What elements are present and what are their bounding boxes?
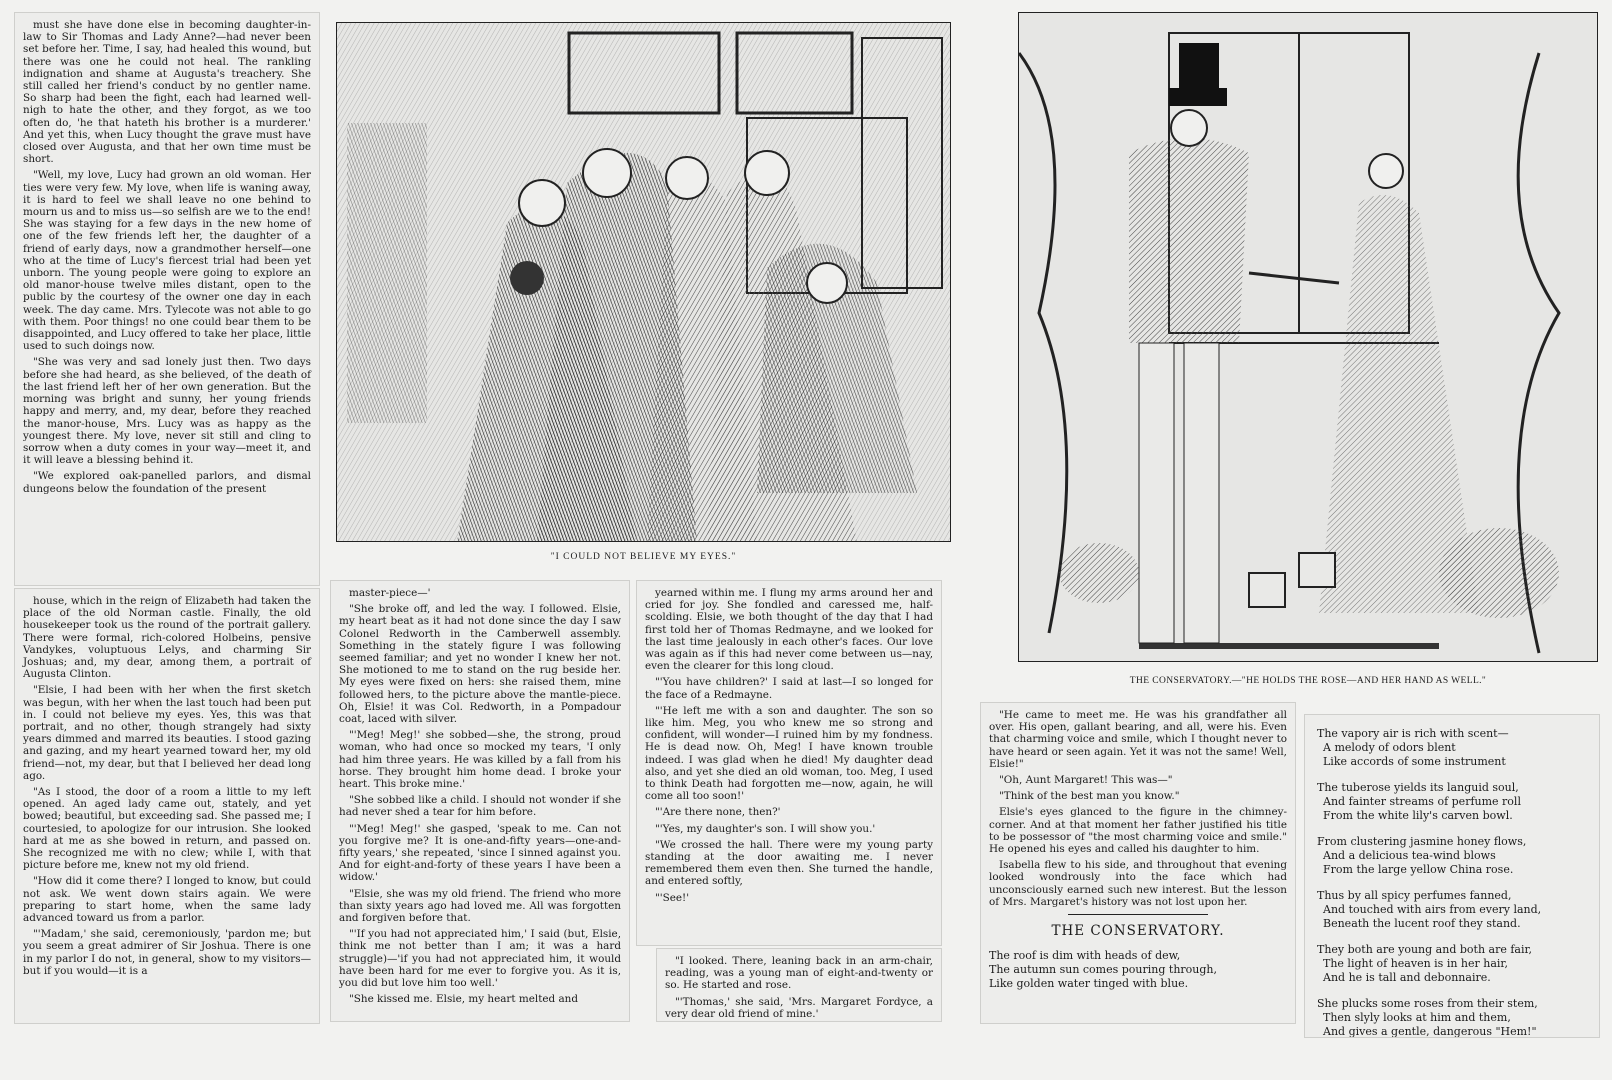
illustration-2-caption: THE CONSERVATORY.—"HE HOLDS THE ROSE—AND HER HAND AS WELL." — [1129, 676, 1487, 686]
paragraph: "Oh, Aunt Margaret! This was—" — [999, 774, 1173, 787]
poem-title: THE CONSERVATORY. — [1051, 923, 1225, 940]
paragraph: "'Thomas,' she said, 'Mrs. Margaret Fordyce, a very dear old friend of mine.' — [665, 995, 933, 1020]
paragraph: "Elsie, I had been with her when the first sketch was begun, with her when the last touch had been put in. I could not believe my eyes. Yes, this was that portrait, and no other, though strangely had sixty years dimmed and marred its beauties. I stood gazing and gazing, and my heart yearned toward her, my old friend—not, my dear, but that I believed her dead long ago. — [23, 684, 311, 782]
poem-line: And fainter streams of perfume roll — [1323, 795, 1521, 808]
poem-line: From the white lily's carven bowl. — [1323, 809, 1513, 822]
poem-line: She plucks some roses from their stem, — [1317, 997, 1538, 1010]
article-column-3-bottom — [656, 948, 942, 1022]
poem-column — [1304, 714, 1600, 1038]
paragraph: "Well, my love, Lucy had grown an old woman. Her ties were very few. My love, when life is waning away, it is hard to feel we shall leave no one behind to mourn us and to miss us—so selfish are we to the end! She was staying for a few days in the new home of one of the few friends left her, the daughter of a friend of early days, now a grandmother herself—one who at the time of Lucy's fiercest trial had been yet unborn. The young people were going to explore an old manor-house twelve miles distant, open to the public by the courtesy of the owner one day in each week. The day came. Mrs. Tylecote was not able to go with them. Poor things! no one could bear them to be disappointed, and Lucy offered to take her place, little used to such doings now. — [23, 169, 311, 353]
poem-line: And a delicious tea-wind blows — [1323, 849, 1496, 862]
paragraph: "'You have children?' I said at last—I so longed for the face of a Redmayne. — [645, 676, 933, 701]
poem-line: The light of heaven is in her hair, — [1323, 957, 1508, 970]
poem-stanza — [1317, 727, 1587, 769]
article-column-1-bottom — [14, 588, 320, 1024]
poem-stanza — [1317, 997, 1587, 1038]
poem-line: A melody of odors blent — [1323, 741, 1456, 754]
paragraph: "'Madam,' she said, ceremoniously, 'pardon me; but you seem a great admirer of Sir Joshua. There is one in my parlor I do not, in general, show to my visitors—but if you would—it is a — [23, 928, 311, 977]
paragraph: "I looked. There, leaning back in an arm-chair, reading, was a young man of eight-and-twenty or so. He started and rose. — [665, 955, 933, 992]
section-rule — [1068, 914, 1208, 915]
article-column-4 — [980, 702, 1296, 1024]
paragraph: "'Yes, my daughter's son. I will show you.' — [655, 822, 876, 835]
poem-line: And gives a gentle, dangerous "Hem!" — [1323, 1025, 1537, 1038]
article-column-1-top — [14, 12, 320, 586]
paragraph: "Think of the best man you know." — [999, 790, 1180, 803]
article-column-3-top — [636, 580, 942, 946]
poem-opening-stanza — [989, 949, 1287, 991]
poem-line: Thus by all spicy perfumes fanned, — [1317, 889, 1512, 902]
engraving-drawing — [337, 23, 950, 541]
poem-line: The autumn sun comes pouring through, — [989, 963, 1218, 977]
poem-stanza — [1317, 943, 1587, 985]
poem-stanza — [1317, 835, 1587, 877]
poem-line: And he is tall and debonnaire. — [1323, 971, 1491, 984]
paragraph: "'Meg! Meg!' she gasped, 'speak to me. Can not you forgive me? It is one-and-fifty years—one-and-fifty years,' she repeated, 'since I sinned against you. And for eight-and-forty of these years I have been a widow.' — [339, 822, 621, 884]
poem-line: Then slyly looks at him and them, — [1323, 1011, 1511, 1024]
paragraph: "We explored oak-panelled parlors, and dismal dungeons below the foundation of the present — [23, 470, 311, 495]
paragraph: "She broke off, and led the way. I followed. Elsie, my heart beat as it had not done since the day I saw Colonel Redworth in the Camberwell assembly. Something in the stately figure I was following seemed familiar; and yet no wonder I knew her not. She motioned to me to stand on the rug beside her. My eyes were fixed on hers: she raised them, mine followed hers, to the picture above the mantle-piece. Oh, Elsie! it was Col. Redworth, in a Pompadour coat, laced with silver. — [339, 603, 621, 726]
paragraph: "She was very and sad lonely just then. Two days before she had heard, as she believed, of the death of the last friend left her of her own generation. But the morning was bright and sunny, her young friends happy and merry, and, my dear, before they reached the manor-house, Mrs. Lucy was as happy as the youngest there. My love, never sit still and cling to sorrow when a duty comes in your way—meet it, and it will leave a blessing behind it. — [23, 356, 311, 467]
poem-stanza — [1317, 781, 1587, 823]
paragraph: must she have done else in becoming daughter-in-law to Sir Thomas and Lady Anne?—had never been set before her. Time, I say, had healed this wound, but there was one he could not heal. The rankling indignation and shame at Augusta's treachery. She still called her friend's conduct by no gentler name. So sharp had been the fight, each had learned well-nigh to hate the other, and they forgot, as we too often do, 'he that hateth his brother is a murderer.' And yet this, when Lucy thought the grave must have closed over Augusta, and that her own time must be short. — [23, 19, 311, 166]
paragraph: "'He left me with a son and daughter. The son so like him. Meg, you who knew me so strong and confident, will wonder—I ruined him by my fondness. He is dead now. Oh, Meg! I have known trouble indeed. I was glad when he died! My daughter dead also, and yet she died an old woman, too. Meg, I used to think Death had forgotten me—now, again, he will come all too soon!' — [645, 704, 933, 803]
paragraph: "We crossed the hall. There were my young party standing at the door awaiting me. I never remembered them even then. She turned the handle, and entered softly, — [645, 838, 933, 888]
poem-line: The vapory air is rich with scent— — [1317, 727, 1509, 740]
paragraph: "'Are there none, then?' — [655, 806, 781, 819]
poem-line: Like accords of some instrument — [1323, 755, 1506, 768]
article-column-2 — [330, 580, 630, 1022]
paragraph: "How did it come there? I longed to know, but could not ask. We went down stairs again. We were preparing to start home, when the same lady advanced toward us from a parlor. — [23, 875, 311, 925]
poem-stanza — [1317, 889, 1587, 931]
poem-line: They both are young and both are fair, — [1317, 943, 1533, 956]
paragraph: "'Meg! Meg!' she sobbed—she, the strong, proud woman, who had once so mocked my tears, 'I only had him three years. He was killed by a fall from his horse. They brought him home dead. I broke your heart. This broke mine.' — [339, 729, 621, 791]
poem-line: The roof is dim with heads of dew, — [989, 949, 1181, 963]
engraving-conservatory — [1018, 12, 1598, 662]
paragraph: "He came to meet me. He was his grandfather all over. His open, gallant bearing, and all, were his. Even that charming voice and smile, which I thought never to have heard or seen again. Yet it was not the same! Well, Elsie!" — [989, 709, 1287, 770]
paragraph: house, which in the reign of Elizabeth had taken the place of the old Norman castle. Finally, the old housekeeper took us the round of the portrait gallery. There were formal, rich-colored Holbeins, pensive Vandykes, voluptuous Lelys, and charming Sir Joshuas; and, my dear, among them, a portrait of Augusta Clinton. — [23, 595, 311, 681]
paragraph: Isabella flew to his side, and throughout that evening looked wondrously into the face which had unconsciously earned such new interest. But the lesson of Mrs. Margaret's history was not lost upon her. — [989, 859, 1287, 908]
paragraph: "She kissed me. Elsie, my heart melted and — [349, 993, 579, 1006]
poem-line: And touched with airs from every land, — [1323, 903, 1542, 916]
paragraph: "'See!' — [655, 891, 690, 904]
paragraph: "'If you had not appreciated him,' I said (but, Elsie, think me not better than I am; it was a hard struggle)—'if you had not appreciated him, it would have been hard for me ever to forgive you. As it is, you did but love him too well.' — [339, 928, 621, 990]
engraving-drawing-2 — [1019, 13, 1597, 661]
illustration-1-caption: "I COULD NOT BELIEVE MY EYES." — [550, 552, 737, 562]
poem-line: Like golden water tinged with blue. — [989, 977, 1189, 991]
paragraph: master-piece—' — [349, 587, 431, 599]
paragraph: yearned within me. I flung my arms around her and cried for joy. She fondled and caressed me, half-scolding. Elsie, we both thought of the day that I had first told her of Thomas Redmayne, and we looked for the last time jealously in each other's faces. Our love was again as if this had never come between us—nay, even the clearer for this long cloud. — [645, 587, 933, 673]
paragraph: "Elsie, she was my old friend. The friend who more than sixty years ago had loved me. All was forgotten and forgiven before that. — [339, 887, 621, 925]
engraving-portrait-gallery — [336, 22, 951, 542]
paragraph: Elsie's eyes glanced to the figure in the chimney-corner. And at that moment her father justified his title to be possessor of "the most charming voice and smile." He opened his eyes and called his daughter to him. — [989, 806, 1287, 856]
paragraph: "As I stood, the door of a room a little to my left opened. An aged lady came out, stately, and yet bowed; beautiful, but exceeding sad. She passed me; I courtesied, to apologize for our intrusion. She looked hard at me as she bowed in return, and passed on. She recognized me with no clew; while I, with that picture before me, knew not my old friend. — [23, 786, 311, 872]
poem-line: From clustering jasmine honey flows, — [1317, 835, 1527, 848]
poem-line: The tuberose yields its languid soul, — [1317, 781, 1519, 794]
poem-line: Beneath the lucent roof they stand. — [1323, 917, 1521, 930]
paragraph: "She sobbed like a child. I should not wonder if she had never shed a tear for him before. — [339, 794, 621, 819]
poem-line: From the large yellow China rose. — [1323, 863, 1514, 876]
